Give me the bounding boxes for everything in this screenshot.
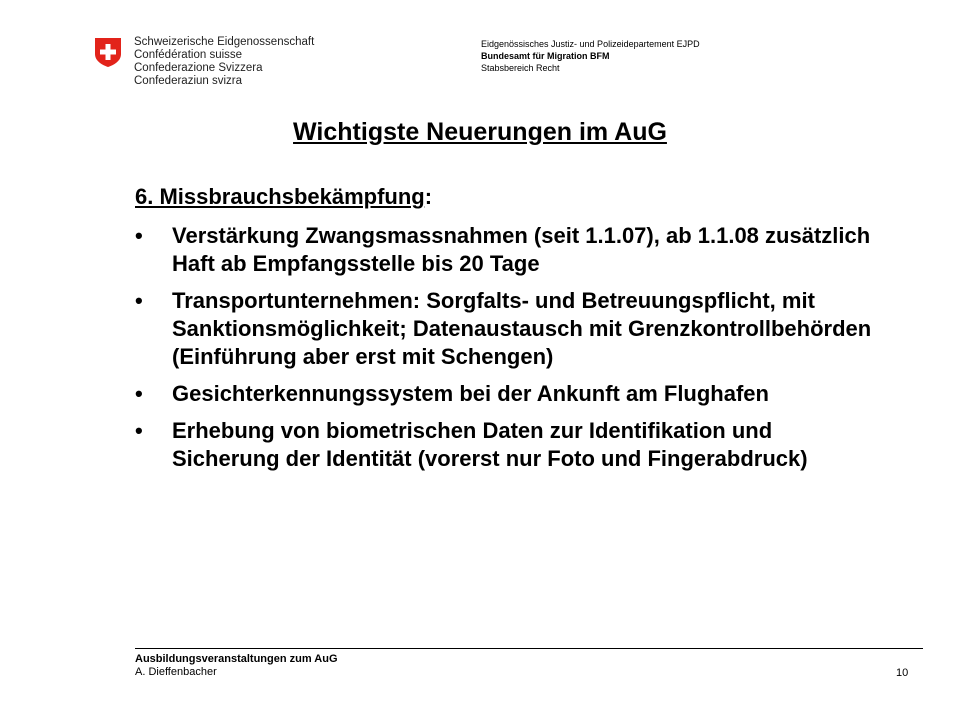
department-block bbox=[481, 38, 700, 74]
bullet-icon: • bbox=[135, 288, 143, 313]
footer bbox=[135, 653, 338, 679]
confederation-name-fr: Confédération suisse bbox=[134, 49, 243, 61]
swiss-confederation-logo bbox=[92, 36, 332, 96]
section-heading-colon: : bbox=[424, 184, 433, 209]
section-heading bbox=[135, 184, 432, 210]
confederation-name-it: Confederazione Svizzera bbox=[134, 62, 263, 74]
page-number: 10 bbox=[896, 667, 909, 679]
footer-divider bbox=[135, 648, 923, 649]
slide-title: Wichtigste Neuerungen im AuG bbox=[293, 118, 667, 146]
confederation-names bbox=[134, 36, 314, 88]
confederation-name-de: Schweizerische Eidgenossenschaft bbox=[134, 36, 315, 48]
bullet-item bbox=[135, 287, 875, 371]
department-name: Eidgenössisches Justiz- und Polizeidepartement EJPD bbox=[481, 39, 700, 49]
bullet-item bbox=[135, 222, 875, 278]
footer-author: A. Dieffenbacher bbox=[135, 666, 217, 678]
bullet-text: Erhebung von biometrischen Daten zur Identifikation und Sicherung der Identität (vorerst nur Foto und Fingerabdruck) bbox=[172, 418, 808, 471]
bullet-item bbox=[135, 380, 875, 408]
bullet-icon: • bbox=[135, 223, 143, 248]
section-heading-text: 6. Missbrauchsbekämpfung bbox=[135, 184, 425, 209]
confederation-name-rm: Confederaziun svizra bbox=[134, 75, 243, 87]
bullet-text: Gesichterkennungssystem bei der Ankunft am Flughafen bbox=[172, 381, 769, 406]
bullet-text: Transportunternehmen: Sorgfalts- und Betreuungspflicht, mit Sanktionsmöglichkeit; Datenaustausch mit Grenzkontrollbehörden (Einführung aber erst mit Schengen) bbox=[172, 288, 872, 369]
footer-event: Ausbildungsveranstaltungen zum AuG bbox=[135, 653, 338, 665]
division-name: Stabsbereich Recht bbox=[481, 63, 560, 73]
bullet-icon: • bbox=[135, 418, 143, 443]
bullet-icon: • bbox=[135, 381, 143, 406]
bullet-item bbox=[135, 417, 875, 473]
bullet-text: Verstärkung Zwangsmassnahmen (seit 1.1.07), ab 1.1.08 zusätzlich Haft ab Empfangsstelle bis 20 Tage bbox=[172, 223, 871, 276]
office-name: Bundesamt für Migration BFM bbox=[481, 51, 610, 61]
bullet-list bbox=[135, 222, 875, 482]
swiss-flag-icon bbox=[92, 36, 124, 68]
